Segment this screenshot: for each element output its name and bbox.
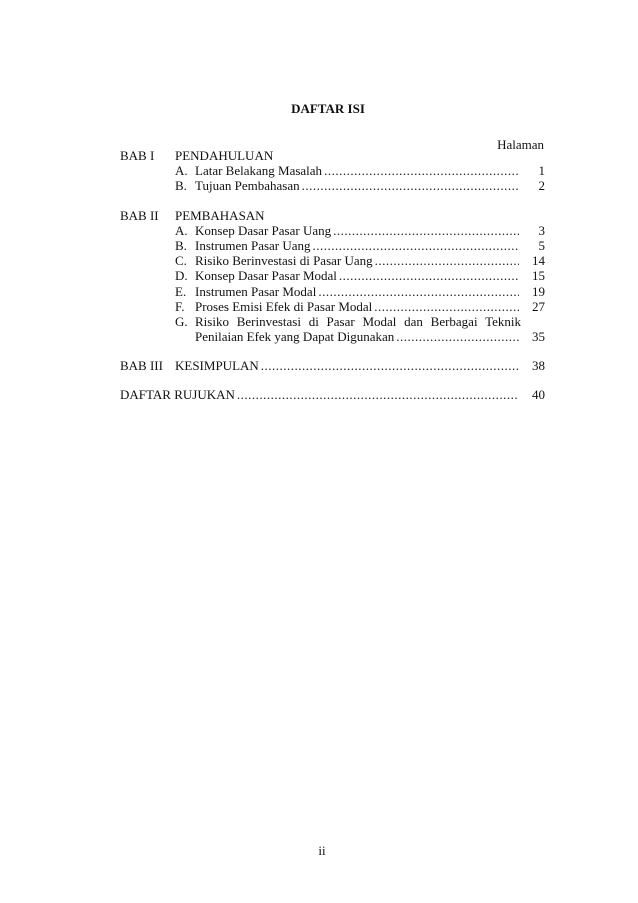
entry-text: Proses Emisi Efek di Pasar Modal bbox=[195, 298, 373, 314]
chapter-2 bbox=[120, 208, 545, 345]
entry-letter: E. bbox=[175, 283, 187, 299]
entry-text: Risiko Berinvestasi di Pasar Uang bbox=[195, 253, 373, 269]
dot-leader bbox=[324, 163, 519, 178]
toc-entry bbox=[120, 284, 545, 299]
chapter-title: KESIMPULAN bbox=[175, 358, 259, 374]
dot-leader bbox=[318, 284, 519, 299]
entry-page: 3 bbox=[538, 222, 545, 238]
entry-text: Instrumen Pasar Modal bbox=[195, 283, 317, 299]
references-section bbox=[120, 387, 545, 402]
entry-letter: A. bbox=[175, 222, 188, 238]
entry-text: Tujuan Pembahasan bbox=[195, 178, 300, 194]
toc-entry bbox=[120, 314, 545, 329]
chapter-heading bbox=[120, 148, 545, 163]
chapter-heading bbox=[120, 358, 545, 373]
page-title: DAFTAR ISI bbox=[291, 101, 365, 116]
references-heading bbox=[120, 387, 545, 402]
entry-page: 15 bbox=[532, 268, 545, 284]
toc-entry-continuation bbox=[120, 329, 545, 344]
entry-letter: A. bbox=[175, 163, 188, 179]
toc-entry bbox=[120, 223, 545, 238]
toc-entry bbox=[120, 268, 545, 283]
chapter-code: BAB II bbox=[120, 207, 159, 223]
entry-letter: B. bbox=[175, 237, 187, 253]
entry-page: 35 bbox=[532, 329, 545, 345]
entry-page: 19 bbox=[532, 283, 545, 299]
entry-letter: B. bbox=[175, 178, 187, 194]
dot-leader bbox=[313, 238, 519, 253]
chapter-code: BAB III bbox=[120, 358, 163, 374]
entry-page: 14 bbox=[532, 253, 545, 269]
entry-page: 27 bbox=[532, 298, 545, 314]
dot-leader bbox=[374, 299, 519, 314]
toc-entry bbox=[120, 238, 545, 253]
dot-leader bbox=[237, 387, 519, 402]
toc-entry bbox=[120, 163, 545, 178]
page-number: ii bbox=[318, 843, 326, 858]
table-of-contents bbox=[120, 148, 545, 417]
entry-text: Instrumen Pasar Uang bbox=[195, 237, 311, 253]
dot-leader bbox=[261, 358, 519, 373]
dot-leader bbox=[396, 329, 519, 344]
entry-text: Konsep Dasar Pasar Modal bbox=[195, 268, 337, 284]
chapter-1 bbox=[120, 148, 545, 194]
chapter-heading bbox=[120, 208, 545, 223]
entry-letter: D. bbox=[175, 268, 188, 284]
entry-text: Latar Belakang Masalah bbox=[195, 163, 323, 179]
entry-text: Konsep Dasar Pasar Uang bbox=[195, 222, 332, 238]
entry-page: 2 bbox=[538, 178, 545, 194]
dot-leader bbox=[339, 268, 519, 283]
page-column-header: Halaman bbox=[497, 137, 544, 152]
chapter-title: PENDAHULUAN bbox=[175, 148, 274, 163]
toc-entry bbox=[120, 253, 545, 268]
toc-entry bbox=[120, 178, 545, 193]
entry-text-continued: Penilaian Efek yang Dapat Digunakan bbox=[195, 329, 395, 345]
chapter-title: PEMBAHASAN bbox=[175, 207, 265, 223]
entry-page: 5 bbox=[538, 237, 545, 253]
entry-letter: C. bbox=[175, 253, 187, 269]
chapter-code: BAB I bbox=[120, 148, 155, 163]
entry-page: 40 bbox=[532, 387, 545, 403]
dot-leader bbox=[302, 178, 519, 193]
chapter-3 bbox=[120, 358, 545, 373]
entry-letter: G. bbox=[175, 313, 188, 329]
toc-entry bbox=[120, 299, 545, 314]
dot-leader bbox=[375, 253, 519, 268]
entry-letter: F. bbox=[175, 298, 185, 314]
entry-page: 38 bbox=[532, 358, 545, 374]
entry-page: 1 bbox=[538, 163, 545, 179]
references-title: DAFTAR RUJUKAN bbox=[120, 387, 235, 403]
dot-leader bbox=[333, 223, 519, 238]
entry-text: Risiko Berinvestasi di Pasar Modal dan Berbagai Teknik bbox=[195, 313, 521, 329]
